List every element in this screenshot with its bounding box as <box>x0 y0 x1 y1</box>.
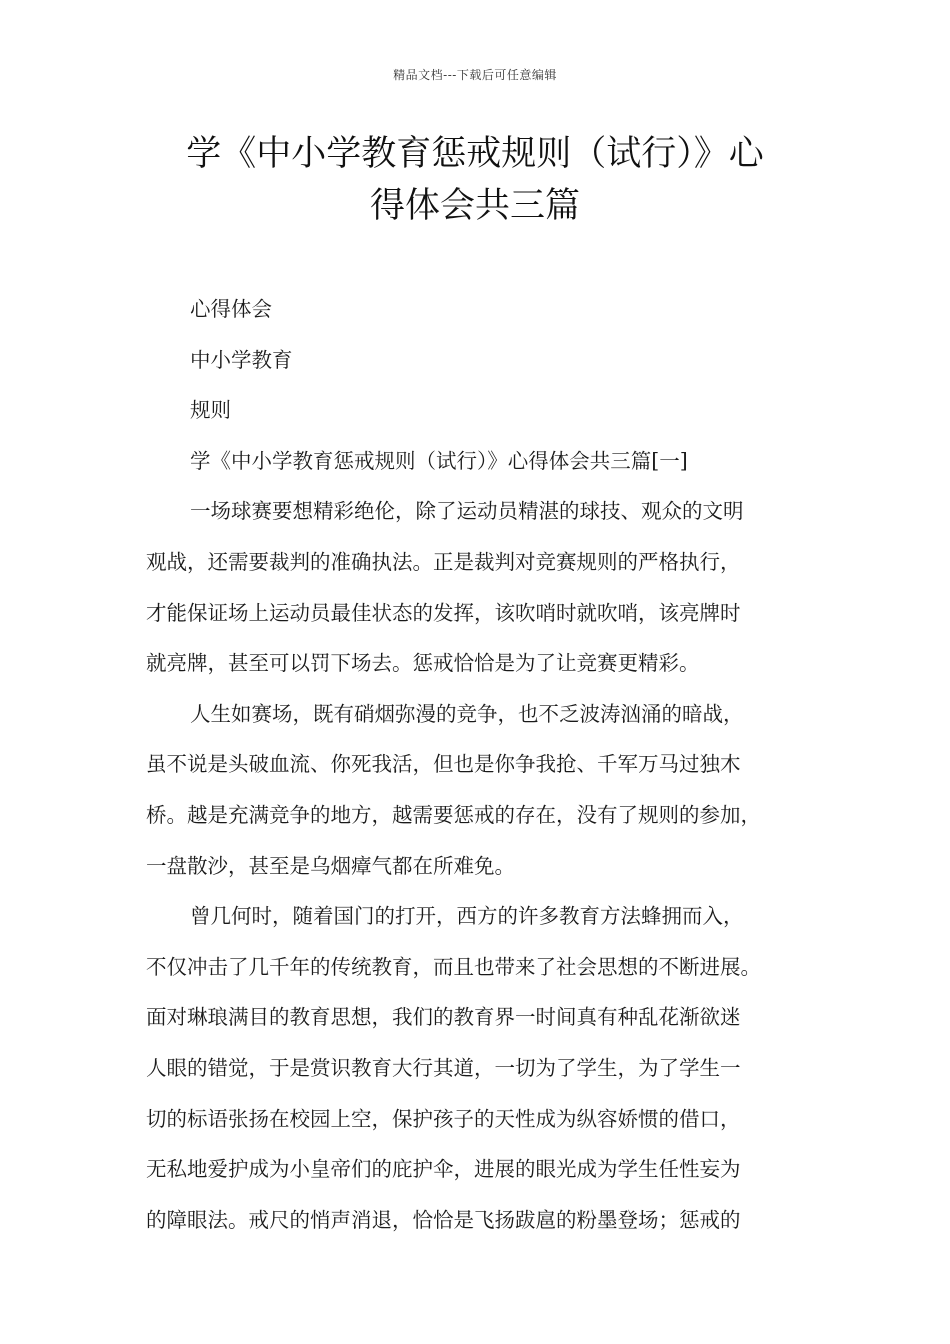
paragraph-line: 的障眼法。戒尺的悄声消退，恰恰是飞扬跋扈的粉墨登场；惩戒的 <box>146 1207 741 1232</box>
paragraph-line: 就亮牌，甚至可以罚下场去。惩戒恰恰是为了让竞赛更精彩。 <box>146 651 700 676</box>
paragraph-line: 虽不说是头破血流、你死我活，但也是你争我抢、千军万马过独木 <box>146 752 741 777</box>
paragraph-line: 切的标语张扬在校园上空，保护孩子的天性成为纵容娇惯的借口， <box>146 1106 741 1131</box>
document-body <box>146 284 826 1245</box>
paragraph-3 <box>146 891 826 1245</box>
paragraph-line: 观战，还需要裁判的准确执法。正是裁判对竞赛规则的严格执行， <box>146 549 741 574</box>
title-line-2: 得体会共三篇 <box>369 186 580 226</box>
paragraph-line: 无私地爱护成为小皇帝们的庇护伞，进展的眼光成为学生任性妄为 <box>146 1157 741 1182</box>
keyword: 中小学教育 <box>190 347 293 372</box>
paragraph-line: 一场球赛要想精彩绝伦，除了运动员精湛的球技、观众的文明 <box>190 499 744 524</box>
paragraph-line: 人生如赛场，既有硝烟弥漫的竞争，也不乏波涛汹涌的暗战， <box>190 701 744 726</box>
paragraph-2 <box>146 689 826 891</box>
keyword: 规则 <box>190 398 231 423</box>
paragraph-line: 才能保证场上运动员最佳状态的发挥，该吹哨时就吹哨，该亮牌时 <box>146 600 741 625</box>
paragraph-1 <box>146 486 826 688</box>
section-heading: 学《中小学教育惩戒规则（试行）》心得体会共三篇[一] <box>190 448 688 473</box>
paragraph-line: 不仅冲击了几千年的传统教育，而且也带来了社会思想的不断进展。 <box>146 954 761 979</box>
paragraph-line: 人眼的错觉，于是赏识教育大行其道，一切为了学生，为了学生一 <box>146 1055 741 1080</box>
paragraph-line: 一盘散沙，甚至是乌烟瘴气都在所难免。 <box>146 853 515 878</box>
document-title <box>140 128 810 232</box>
title-line-1: 学《中小学教育惩戒规则（试行）》心 <box>186 134 764 174</box>
paragraph-line: 面对琳琅满目的教育思想，我们的教育界一时间真有种乱花渐欲迷 <box>146 1005 741 1030</box>
keyword: 心得体会 <box>190 297 272 321</box>
header-note: 精品文档---下载后可任意编辑 <box>393 68 557 82</box>
paragraph-line: 曾几何时，随着国门的打开，西方的许多教育方法蜂拥而入， <box>190 904 744 929</box>
paragraph-line: 桥。越是充满竞争的地方，越需要惩戒的存在，没有了规则的参加， <box>146 802 761 827</box>
